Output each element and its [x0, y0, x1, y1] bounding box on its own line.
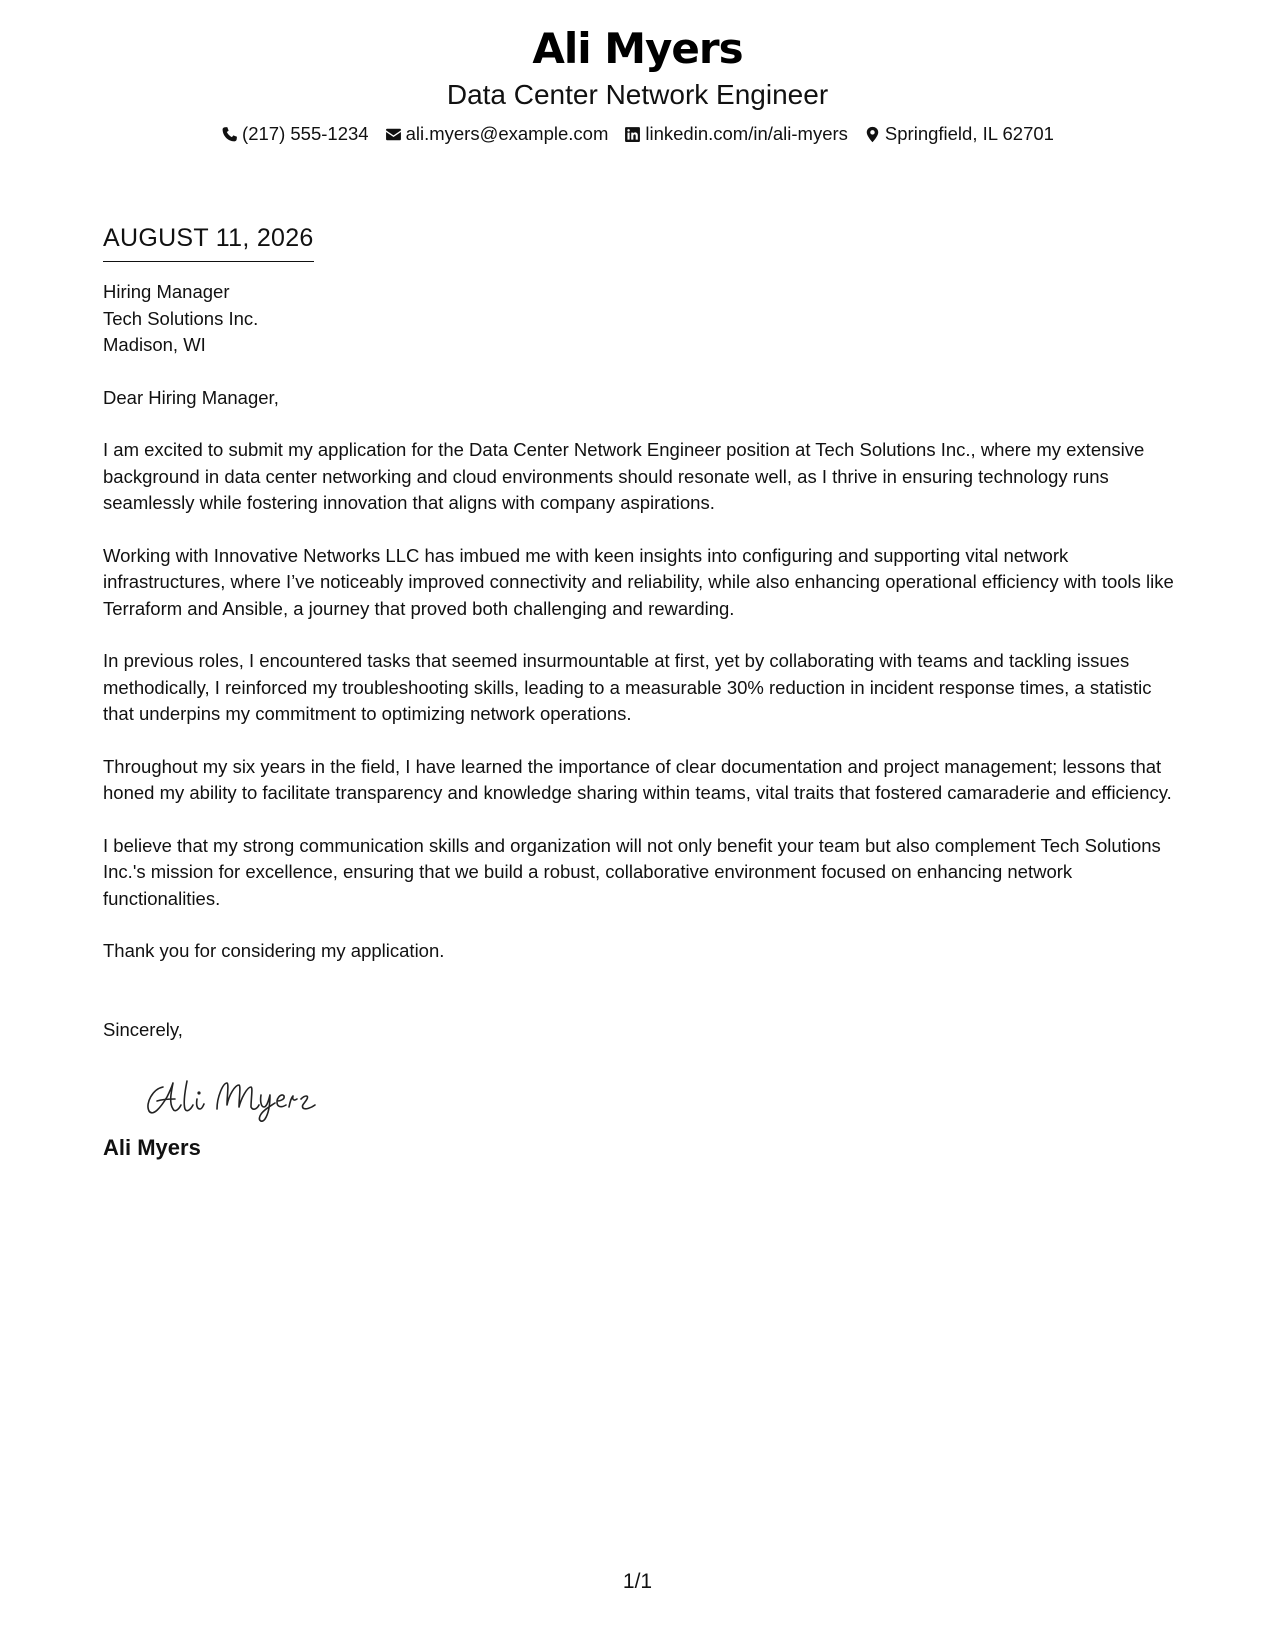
- applicant-name: Ali Myers: [532, 24, 743, 73]
- body-paragraph: I am excited to submit my application for the Data Center Network Engineer position at Tech Solutions Inc., where my extensive background in data center networking and cloud environments should resonate well, as I thrive in ensuring technology runs seamlessly while fostering innovation that aligns with company aspirations.: [103, 439, 1145, 513]
- recipient-location: Madison, WI: [103, 334, 206, 355]
- phone-number: (217) 555-1234: [242, 123, 369, 144]
- letter-header: [0, 22, 1275, 148]
- signer-name: Ali Myers: [103, 1135, 201, 1160]
- contact-location: [864, 120, 1054, 148]
- recipient-block: [103, 279, 1183, 359]
- location-text: Springfield, IL 62701: [884, 123, 1054, 144]
- recipient-title: Hiring Manager: [103, 281, 230, 302]
- recipient-company: Tech Solutions Inc.: [103, 307, 259, 329]
- closing: Sincerely,: [103, 1018, 183, 1040]
- body-paragraph: In previous roles, I encountered tasks that seemed insurmountable at first, yet by collaborating with teams and tackling issues methodically, I reinforced my troubleshooting skills, leading to a measurable 30% reduction in incident response times, a statistic that underpins my commitment to optimizing network operations.: [103, 650, 1152, 724]
- envelope-icon: [385, 126, 402, 143]
- contact-email: [385, 120, 609, 148]
- letter-body: [103, 221, 1183, 1163]
- body-paragraph: Working with Innovative Networks LLC has imbued me with keen insights into configuring and supporting vital network infrastructures, where I’ve noticeably improved connectivity and reliability, while also enhancing operational efficiency with tools like Terraform and Ansible, a journey that proved both challenging and rewarding.: [103, 544, 1174, 619]
- linkedin-url: linkedin.com/in/ali-myers: [645, 123, 848, 144]
- phone-icon: [221, 126, 238, 143]
- map-pin-icon: [864, 126, 881, 143]
- salutation: Dear Hiring Manager,: [103, 386, 279, 408]
- signature-image: [143, 1069, 323, 1125]
- contact-bar: [0, 120, 1275, 148]
- body-paragraph: I believe that my strong communication skills and organization will not only benefit your team but also complement Tech Solutions Inc.'s mission for excellence, ensuring that we build a robust, collaborative environment focused on enhancing network functionalities.: [103, 834, 1161, 909]
- handwritten-signature: [143, 1069, 1183, 1125]
- body-paragraph: Throughout my six years in the field, I have learned the importance of clear documentation and project management; lessons that honed my ability to facilitate transparency and knowledge sharing within teams, vital traits that fostered camaraderie and efficiency.: [103, 755, 1172, 803]
- job-title: Data Center Network Engineer: [446, 79, 829, 110]
- body-paragraph: Thank you for considering my application.: [103, 940, 445, 961]
- letter-date: AUGUST 11, 2026: [103, 221, 314, 262]
- contact-phone: [221, 120, 369, 148]
- contact-linkedin: [624, 120, 848, 148]
- email-address: ali.myers@example.com: [405, 123, 609, 144]
- linkedin-icon: [624, 126, 641, 143]
- page-number: 1/1: [622, 1570, 653, 1593]
